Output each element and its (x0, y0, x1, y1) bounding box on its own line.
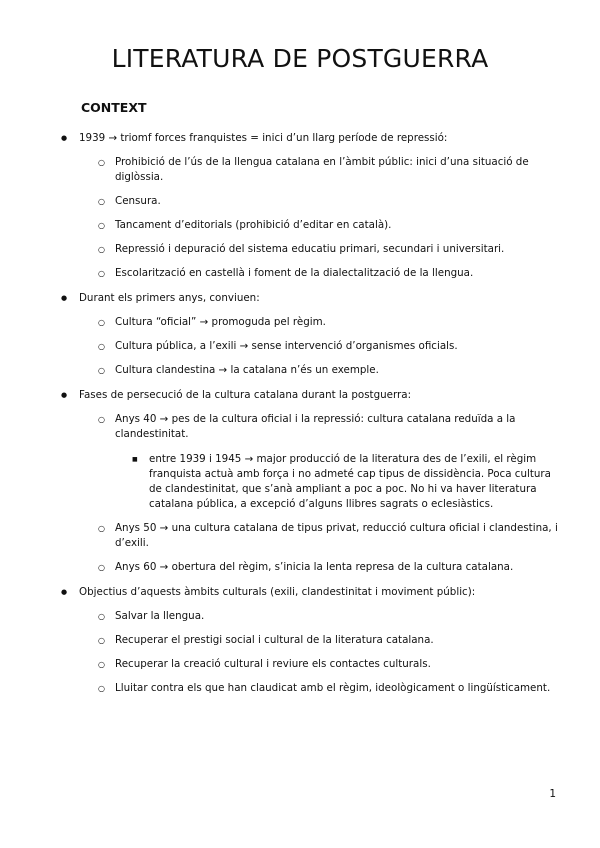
sub-item: ○ Anys 50 → una cultura catalana de tipus privat, reducció cultura oficial i clandestina, i d’exili. (79, 521, 560, 551)
sub-list (79, 609, 560, 696)
main-bullet-list (0, 131, 600, 696)
bullet-item (0, 388, 600, 575)
section-heading: CONTEXT (81, 100, 147, 115)
sub-item: ○ Repressió i depuració del sistema educatiu primari, secundari i universitari. (79, 242, 560, 257)
bullet-item (0, 291, 600, 378)
sub-item: ○ Censura. (79, 194, 560, 209)
sub-item: ○ Salvar la llengua. (79, 609, 560, 624)
detail-list (115, 452, 560, 512)
bullet-item (0, 131, 600, 281)
sub-item: ○ Recuperar el prestigi social i cultural de la literatura catalana. (79, 633, 560, 648)
sub-item: ○ Recuperar la creació cultural i reviure els contactes culturals. (79, 657, 560, 672)
sub-item: ○ Cultura pública, a l’exili → sense intervenció d’organismes oficials. (79, 339, 560, 354)
sub-item (79, 412, 560, 512)
bullet-text: Objectius d’aquests àmbits culturals (exili, clandestinitat i moviment públic): (79, 586, 476, 598)
sub-item: ○ Tancament d’editorials (prohibició d’editar en català). (79, 218, 560, 233)
page-title: LITERATURA DE POSTGUERRA (111, 44, 489, 73)
sub-item: ○ Anys 60 → obertura del règim, s’inicia la lenta represa de la cultura catalana. (79, 560, 560, 575)
page-number: 1 (549, 788, 556, 800)
sub-list (79, 155, 560, 281)
content-list (0, 131, 600, 706)
sub-item: ○ Lluitar contra els que han claudicat amb el règim, ideològicament o lingüísticament. (79, 681, 560, 696)
sub-item: ○ Cultura clandestina → la catalana n’és un exemple. (79, 363, 560, 378)
bullet-text: 1939 → triomf forces franquistes = inici d’un llarg període de repressió: (79, 132, 448, 144)
sub-item-text: Anys 40 → pes de la cultura oficial i la repressió: cultura catalana reduïda a la clandestinitat. (115, 413, 516, 440)
sub-item: ○ Cultura “oficial” → promoguda pel règim. (79, 315, 560, 330)
bullet-item (0, 585, 600, 696)
sub-item: ○ Prohibició de l’ús de la llengua catalana en l’àmbit públic: inici d’una situació de diglòssia. (79, 155, 560, 185)
sub-item: ○ Escolarització en castellà i foment de la dialectalització de la llengua. (79, 266, 560, 281)
sub-list (79, 315, 560, 378)
bullet-text: Fases de persecució de la cultura catalana durant la postguerra: (79, 389, 412, 401)
bullet-text: Durant els primers anys, conviuen: (79, 292, 260, 304)
detail-item: ■ entre 1939 i 1945 → major producció de la literatura des de l’exili, el règim franquista actuà amb força i no admeté cap tipus de dissidència. Poca cultura de clandestinitat, que s’anà ampliant a poc a poc. No hi va haver literatura catalana pública, a excepció d’alguns llibres sagrats o eclesiàstics. (115, 452, 560, 512)
sub-list (79, 412, 560, 575)
